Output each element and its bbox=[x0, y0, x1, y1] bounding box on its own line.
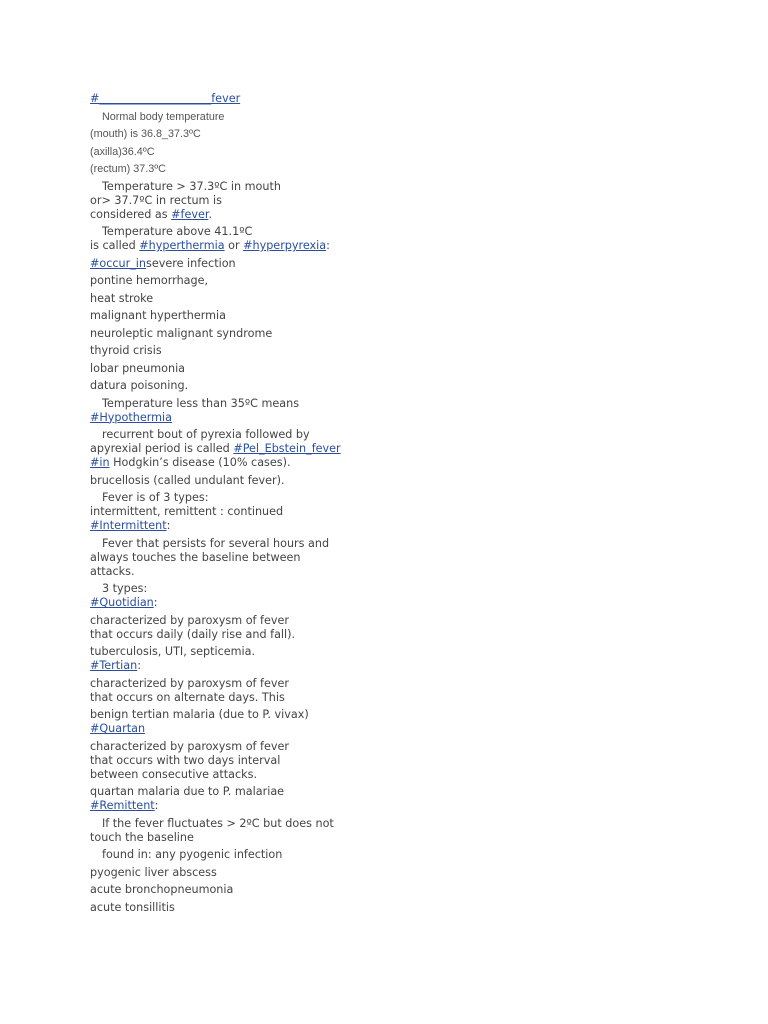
brucellosis-line: brucellosis (called undulant fever). bbox=[90, 473, 285, 487]
tertian-desc1: characterized by paroxysm of fever bbox=[90, 676, 289, 690]
quotidian-heading bbox=[90, 596, 390, 610]
remittent-example-item: acute tonsillitis bbox=[90, 900, 175, 914]
quotidian-link[interactable]: #Quotidian bbox=[90, 596, 154, 609]
hyperthermia-link[interactable]: #hyperthermia bbox=[139, 239, 225, 252]
normal-temp-mouth: (mouth) is 36.8_37.3ºC bbox=[90, 128, 201, 140]
intermittent-desc2: always touches the baseline between bbox=[90, 550, 301, 564]
hyper-cause-item: lobar pneumonia bbox=[90, 361, 186, 375]
remittent-found-in: found in: any pyogenic infection bbox=[102, 848, 283, 861]
quotidian-colon: : bbox=[153, 596, 158, 609]
fever-def-prefix: considered as bbox=[90, 207, 172, 221]
remittent-colon: : bbox=[154, 799, 159, 812]
document-content bbox=[90, 92, 390, 918]
fever-heading-link[interactable]: #____________________fever bbox=[90, 92, 241, 105]
tertian-example-text: benign tertian malaria (due to P. vivax) bbox=[90, 708, 309, 721]
quotidian-desc2: that occurs daily (daily rise and fall). bbox=[90, 627, 296, 641]
remittent-heading bbox=[90, 799, 390, 813]
tertian-desc2: that occurs on alternate days. This bbox=[90, 690, 285, 704]
quotidian-desc1: characterized by paroxysm of fever bbox=[90, 613, 289, 627]
occur-in-link[interactable]: #occur_in bbox=[90, 256, 147, 270]
intermittent-subtypes bbox=[90, 582, 390, 610]
intermittent-desc1: Fever that persists for several hours and bbox=[102, 536, 330, 550]
quartan-examples bbox=[90, 785, 390, 813]
fever-def-line1: Temperature > 37.3ºC in mouth bbox=[102, 179, 281, 193]
remittent-description bbox=[90, 817, 390, 845]
intermittent-desc3: attacks. bbox=[90, 564, 135, 578]
types-line1: Fever is of 3 types: bbox=[102, 491, 209, 504]
hyper-cause-item: thyroid crisis bbox=[90, 344, 162, 357]
tertian-heading bbox=[90, 659, 390, 673]
pel-line3 bbox=[90, 456, 390, 470]
quartan-desc3: between consecutive attacks. bbox=[90, 767, 258, 781]
intermittent-description bbox=[90, 537, 390, 579]
fever-link[interactable]: #fever bbox=[171, 207, 209, 221]
quartan-desc2: that occurs with two days interval bbox=[90, 753, 281, 767]
pel-prefix: apyrexial period is called bbox=[90, 442, 234, 455]
hyper-cause-item: neuroleptic malignant syndrome bbox=[90, 326, 273, 340]
remittent-example-item: acute bronchopneumonia bbox=[90, 883, 234, 896]
hyper-line2 bbox=[90, 239, 390, 253]
hypothermia-definition bbox=[90, 397, 390, 425]
fever-def-line3 bbox=[90, 208, 390, 222]
tertian-colon: : bbox=[137, 659, 142, 672]
subtypes-count: 3 types: bbox=[102, 582, 148, 595]
pel-ebstein-definition bbox=[90, 428, 390, 470]
heading-line bbox=[90, 92, 390, 106]
pel-ebstein-link[interactable]: #Pel_Ebstein_fever bbox=[233, 442, 341, 455]
hyper-cause-item: heat stroke bbox=[90, 291, 154, 305]
quartan-link[interactable]: #Quartan bbox=[90, 722, 146, 735]
hodgkin-text: Hodgkin’s disease (10% cases). bbox=[109, 456, 291, 469]
hyper-colon: : bbox=[326, 239, 330, 252]
hyper-cause-item: malignant hyperthermia bbox=[90, 309, 226, 322]
fever-definition bbox=[90, 180, 390, 222]
normal-temp-axilla: (axilla)36.4ºC bbox=[90, 145, 155, 158]
occur-in-line bbox=[90, 257, 390, 271]
quotidian-description bbox=[90, 614, 390, 642]
hyper-prefix: is called bbox=[90, 239, 140, 252]
hypo-line1: Temperature less than 35ºC means bbox=[102, 396, 300, 410]
fever-def-suffix: . bbox=[208, 207, 212, 221]
quotidian-example-text: tuberculosis, UTI, septicemia. bbox=[90, 645, 256, 658]
tertian-examples bbox=[90, 708, 390, 736]
occur-in-text: severe infection bbox=[146, 256, 236, 270]
pel-line1: recurrent bout of pyrexia followed by bbox=[102, 428, 310, 441]
in-link[interactable]: #in bbox=[90, 456, 110, 469]
tertian-link[interactable]: #Tertian bbox=[90, 659, 138, 672]
remittent-link[interactable]: #Remittent bbox=[90, 799, 155, 812]
fever-types bbox=[90, 491, 390, 533]
quartan-description bbox=[90, 740, 390, 782]
tertian-description bbox=[90, 677, 390, 705]
quartan-desc1: characterized by paroxysm of fever bbox=[90, 739, 289, 753]
normal-temp-intro: Normal body temperature bbox=[102, 110, 225, 123]
remittent-desc1: If the fever fluctuates > 2ºC but does not bbox=[102, 816, 334, 830]
intermittent-heading bbox=[90, 519, 390, 533]
pel-line2 bbox=[90, 442, 390, 456]
hyper-or: or bbox=[224, 239, 244, 252]
intermittent-colon: : bbox=[166, 519, 171, 532]
remittent-desc2: touch the baseline bbox=[90, 830, 194, 844]
hyperthermia-definition bbox=[90, 225, 390, 253]
hyper-cause-item: pontine hemorrhage, bbox=[90, 274, 209, 287]
hyperpyrexia-link[interactable]: #hyperpyrexia bbox=[243, 239, 327, 252]
normal-temp-rectum: (rectum) 37.3ºC bbox=[90, 163, 166, 175]
intermittent-link[interactable]: #Intermittent bbox=[90, 519, 167, 532]
types-line2: intermittent, remittent : continued bbox=[90, 505, 284, 518]
remittent-example-item: pyogenic liver abscess bbox=[90, 865, 217, 879]
quotidian-examples bbox=[90, 645, 390, 673]
hypothermia-link[interactable]: #Hypothermia bbox=[90, 410, 172, 424]
quartan-example-text: quartan malaria due to P. malariae bbox=[90, 785, 285, 798]
hyper-cause-item: datura poisoning. bbox=[90, 379, 189, 392]
fever-def-line2: or> 37.7ºC in rectum is bbox=[90, 193, 222, 207]
hyper-line1: Temperature above 41.1ºC bbox=[102, 225, 253, 238]
